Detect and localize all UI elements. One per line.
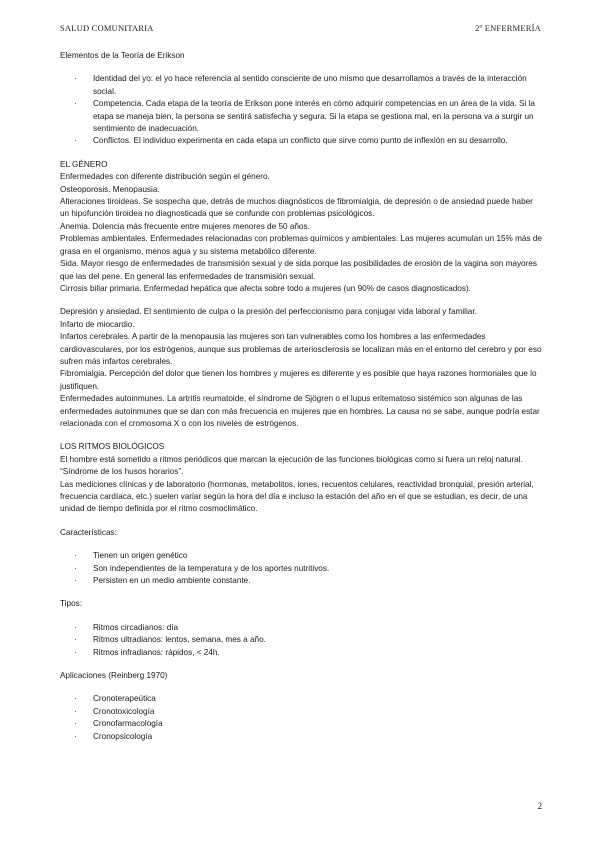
page-number: 2	[537, 801, 542, 811]
list-item: · Competencia. Cada etapa de la teoría de Erikson pone interés en cómo adquirir competencias en un área de la vida. Si la etapa se maneja bien, la persona se sentirá satisfecha y segura. Si la etapa se gestiona mal, en la persona va a surgir un sentimiento de inadecuación.	[60, 98, 544, 135]
genero-title: EL GÉNERO	[60, 159, 108, 169]
list-item: · Ritmos infradianos: rápidos, < 24h.	[60, 647, 544, 659]
ritmos-title: LOS RITMOS BIOLÓGICOS	[60, 442, 165, 452]
header-right: 2º ENFERMERÍA	[475, 23, 541, 33]
genero-line: Osteoporosis. Menopausia.	[60, 184, 160, 194]
genero-line: Depresión y ansiedad. El sentimiento de culpa o la presión del perfeccionismo para conjugar vida laboral y familiar.	[60, 307, 477, 317]
erikson-list	[60, 73, 544, 147]
list-item: · Cronopsicología	[60, 731, 544, 743]
caracteristicas-list	[60, 550, 544, 587]
ritmos-line: “Síndrome de los husos horarios”.	[60, 467, 184, 477]
genero-line: Problemas ambientales. Enfermedades relacionadas con problemas químicos y ambientales. Las mujeres acumulan un 15% más de grasa en el organismo, menos agua y su sistema metabólico diferente.	[60, 234, 542, 256]
page-body	[60, 50, 544, 743]
list-item: · Ritmos circadianos: día	[60, 622, 544, 634]
genero-line: Anemia. Dolencia más frecuente entre mujeres menores de 50 años.	[60, 221, 310, 231]
genero-line: Infartos cerebrales. A partir de la menopausia las mujeres son tan vulnerables como los hombres a las enfermedades cardiovasculares, por los estrógenos, aunque sus problemas de arteriosclerosis se localizan más en el entorno del cerebro y por eso sufren más infartos cerebrales.	[60, 332, 542, 366]
genero-line: Enfermedades con diferente distribución según el género.	[60, 172, 270, 182]
tipos-title: Tipos:	[60, 599, 82, 609]
genero-line: Infarto de miocardio.	[60, 319, 135, 329]
aplicaciones-title: Aplicaciones (Reinberg 1970)	[60, 671, 168, 681]
list-item: · Persisten en un medio ambiente constante.	[60, 575, 544, 587]
header-left: SALUD COMUNITARIA	[60, 23, 154, 33]
genero-line: Sida. Mayor riesgo de enfermedades de transmisión sexual y de sida porque las posibilidades de erosión de la vagina son mayores que las del pene. En general las enfermedades de transmisión sexual.	[60, 259, 537, 281]
genero-line: Enfermedades autoinmunes. La artritis reumatoide, el síndrome de Sjögren o el lupus eritematoso sistémico son algunas de las enfermedades autoinmunes que se dan con más frecuencia en mujeres que en hombres. La causa no se sabe, aunque podría estar relacionada con el cromosoma X o con los niveles de estrógenos.	[60, 394, 540, 428]
erikson-title: Elementos de la Teoría de Erikson	[60, 51, 185, 60]
list-item: · Cronotoxicología	[60, 706, 544, 718]
genero-line: Fibromialgia. Percepción del dolor que tienen los hombres y mujeres es diferente y es posible que haya razones hormonales que lo justifiquen.	[60, 369, 537, 391]
list-item: · Conflictos. El individuo experimenta en cada etapa un conflicto que sirve como punto de inflexión en su desarrollo.	[60, 135, 544, 147]
list-item: · Ritmos ultradianos: lentos, semana, mes a año.	[60, 634, 544, 646]
list-item: · Cronoterapeútica	[60, 693, 544, 705]
list-item: · Cronofarmacología	[60, 718, 544, 730]
list-item: · Tienen un origen genético	[60, 550, 544, 562]
caracteristicas-title: Características:	[60, 527, 117, 537]
ritmos-line: El hombre está sometido a ritmos periódicos que marcan la ejecución de las funciones biológicas como si fuera un reloj natural.	[60, 454, 523, 464]
list-item: · Identidad del yo: el yo hace referencia al sentido consciente de uno mismo que desarrollamos a través de la interacción social.	[60, 73, 544, 98]
tipos-list	[60, 622, 544, 659]
genero-line: Cirrosis biliar primaria. Enfermedad hepática que afecta sobre todo a mujeres (un 90% de casos diagnosticados).	[60, 283, 471, 293]
ritmos-line: Las mediciones clínicas y de laboratorio (hormonas, metabolitos, iones, recuentos celulares, reactividad bronquial, presión arterial, frecuencia cardíaca, etc.) suelen variar según la hora del día e incluso la estación del año en el que se estudian, es decir, de una unidad de tiempo definida por el ritmo cosmoclimático.	[60, 479, 534, 514]
genero-line: Alteraciones tiroideas. Se sospecha que, detrás de muchos diagnósticos de fibromialgia, de depresión o de ansiedad puede haber un hipofunción tiroidea no diagnosticada que se confunde con problemas psicológicos.	[60, 197, 533, 219]
list-item: · Son independientes de la temperatura y de los aportes nutritivos.	[60, 563, 544, 575]
aplicaciones-list	[60, 693, 544, 743]
